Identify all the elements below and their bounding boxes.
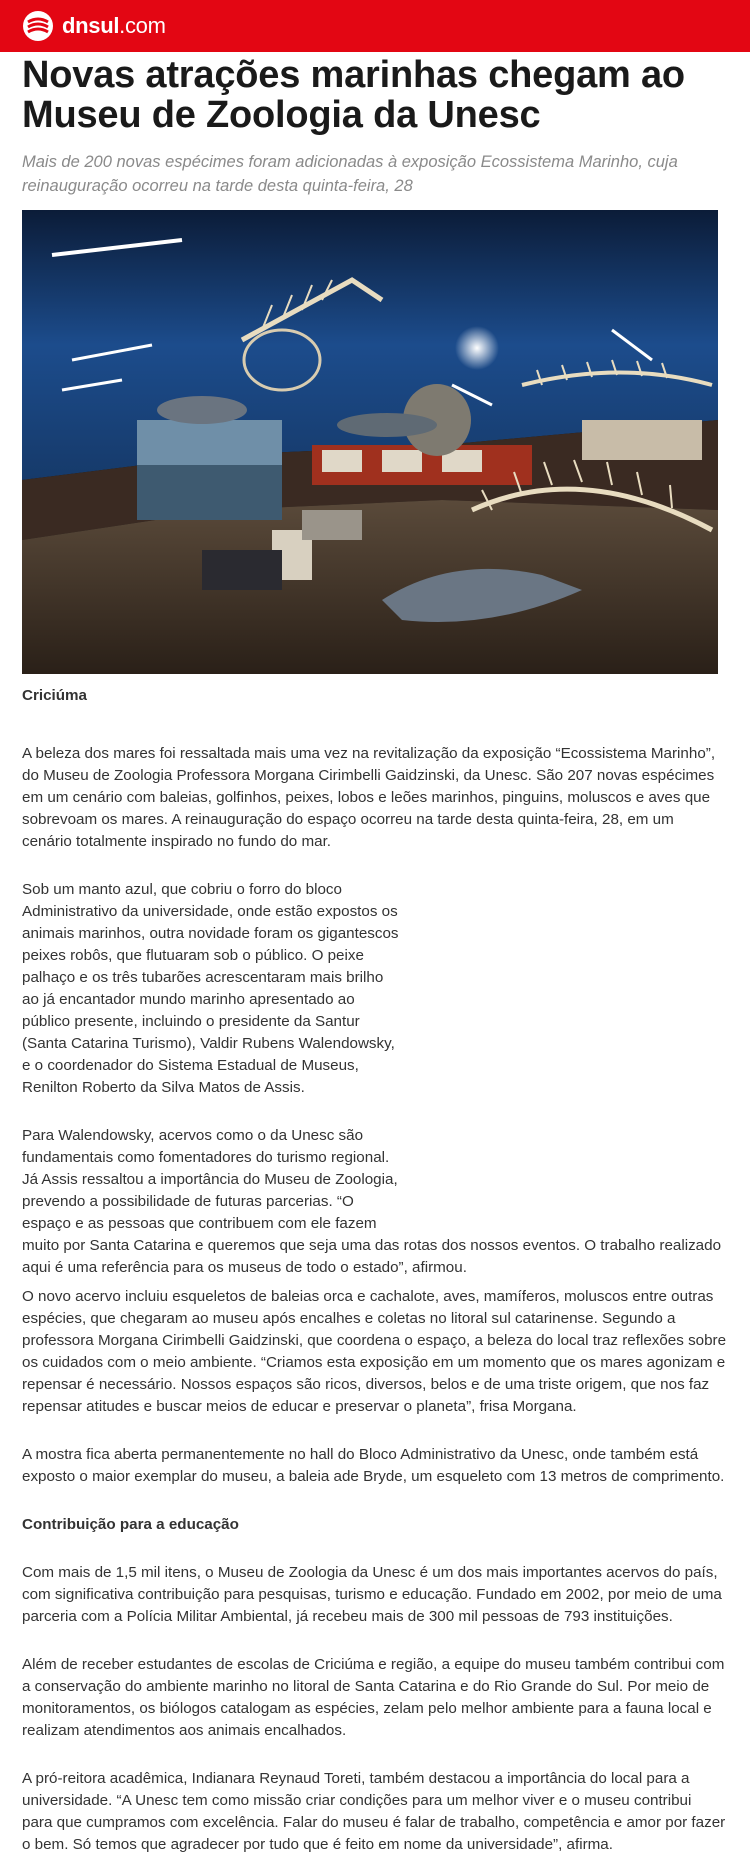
paragraph-line: Para Walendowsky, acervos como o da Unesc são [22, 1127, 364, 1144]
paragraph-line: e o coordenador do Sistema Estadual de Museus, [22, 1057, 359, 1074]
paragraph-line: espécies, que chegaram ao museu após encalhes e coletas no litoral sul catarinense. Segundo a [22, 1310, 676, 1327]
paragraph-line: Renilton Roberto da Silva Matos de Assis. [22, 1079, 305, 1096]
paragraph-line: (Santa Catarina Turismo), Valdir Rubens Walendowsky, [22, 1035, 395, 1052]
paragraph-line: prevendo a possibilidade de futuras parcerias. “O [22, 1193, 354, 1210]
article-place: Criciúma [22, 687, 87, 704]
article-paragraph-7 [22, 1654, 728, 1742]
paragraph-line: ao já encantador mundo marinho apresentado ao [22, 991, 355, 1008]
paragraph-line: aqui é uma referência para os museus de todo o estado”, afirmou. [22, 1259, 467, 1276]
paragraph-line: repensar é necessário. Nossos espaços são ricos, diversos, belos e de uma triste origem, que nos faz [22, 1376, 710, 1393]
paragraph-line: exposto o maior exemplar do museu, a baleia ade Bryde, um esqueleto com 13 metros de comprimento. [22, 1468, 725, 1485]
article-title-line: Museu de Zoologia da Unesc [22, 94, 541, 136]
paragraph-line: A pró-reitora acadêmica, Indianara Reynaud Toreti, também destacou a importância do local para a [22, 1770, 690, 1787]
article-subtitle-line: Mais de 200 novas espécimes foram adicionadas à exposição Ecossistema Marinho, cuja [22, 153, 678, 171]
article-paragraph-4 [22, 1286, 728, 1418]
paragraph-line: Além de receber estudantes de escolas de Criciúma e região, a equipe do museu também contribui com [22, 1656, 725, 1673]
article-paragraph-5 [22, 1444, 728, 1488]
paragraph-line: cenário totalmente inspirado no fundo do mar. [22, 833, 332, 850]
article-paragraph-3 [22, 1125, 728, 1279]
paragraph-line: muito por Santa Catarina e queremos que seja uma das rotas dos nossos eventos. O trabalho realizado [22, 1237, 722, 1254]
paragraph-line: público presente, incluindo o presidente da Santur [22, 1013, 360, 1030]
paragraph-line: peixes robôs, que flutuaram sob o público. O peixe [22, 947, 364, 964]
dnsul-logo-icon [22, 10, 54, 42]
paragraph-line: a conservação do ambiente marinho no litoral de Santa Catarina e do Rio Grande do Sul. Por meio de [22, 1678, 710, 1695]
paragraph-line: professora Morgana Cirimbelli Gaidzinski, que coordena o espaço, a beleza do local traz reflexões sobre [22, 1332, 727, 1349]
paragraph-line: animais marinhos, outra novidade foram os gigantescos [22, 925, 399, 942]
logo-name: dnsul [62, 13, 120, 38]
paragraph-line: monitoramentos, os biólogos catalogam as espécies, zelam pelo melhor ambiente para a fauna local e [22, 1700, 712, 1717]
site-logo-text [62, 13, 166, 39]
paragraph-line: com significativa contribuição para pesquisas, turismo e educação. Fundado em 2002, por meio de uma [22, 1586, 722, 1603]
paragraph-line: em um cenário com baleias, golfinhos, peixes, lobos e leões marinhos, pinguins, moluscos e aves que [22, 789, 711, 806]
paragraph-line: fundamentais como fomentadores do turismo regional. [22, 1149, 390, 1166]
paragraph-line: do Museu de Zoologia Professora Morgana Cirimbelli Gaidzinski, da Unesc. São 207 novas espécimes [22, 767, 715, 784]
paragraph-line: repensar atitudes e buscar meios de educar e preservar o planeta”, frisa Morgana. [22, 1398, 577, 1415]
paragraph-line: o bem. Só temos que agradecer por tudo que é feito em nome da universidade”, afirma. [22, 1836, 613, 1853]
article-subtitle [22, 150, 728, 198]
section-heading-education: Contribuição para a educação [22, 1516, 239, 1533]
article-paragraph-6 [22, 1562, 728, 1628]
paragraph-line: A beleza dos mares foi ressaltada mais uma vez na revitalização da exposição “Ecossistema Marinho”, [22, 745, 716, 762]
paragraph-line: Sob um manto azul, que cobriu o forro do bloco [22, 881, 342, 898]
article-paragraph-2 [22, 879, 728, 1099]
paragraph-line: palhaço e os três tubarões acrescentaram mais brilho [22, 969, 384, 986]
museum-hero-photo[interactable] [22, 210, 718, 674]
paragraph-line: para que cumpramos com excelência. Falar do museu é falar de trabalho, competência e amor por fazer [22, 1814, 726, 1831]
paragraph-line: parceria com a Polícia Militar Ambiental, já recebeu mais de 300 mil pessoas de 793 instituições. [22, 1608, 673, 1625]
paragraph-line: A mostra fica aberta permanentemente no hall do Bloco Administrativo da Unesc, onde também está [22, 1446, 699, 1463]
article-paragraph-8 [22, 1768, 728, 1856]
paragraph-line: Já Assis ressaltou a importância do Museu de Zoologia, [22, 1171, 398, 1188]
article-paragraph-1 [22, 743, 728, 853]
logo-domain: .com [119, 13, 166, 38]
paragraph-line: realizam atendimentos aos animais encalhados. [22, 1722, 347, 1739]
paragraph-line: universidade. “A Unesc tem como missão criar condições para um melhor viver e o museu contribui [22, 1792, 692, 1809]
site-logo-link[interactable] [22, 10, 166, 42]
paragraph-line: os cuidados com o meio ambiente. “Criamos esta exposição em um momento que os mares agonizam e [22, 1354, 726, 1371]
paragraph-line: O novo acervo incluiu esqueletos de baleias orca e cachalote, aves, mamíferos, moluscos entre outras [22, 1288, 714, 1305]
article [0, 55, 750, 1856]
paragraph-line: sobrevoam os mares. A reinauguração do espaço ocorreu na tarde desta quinta-feira, 28, em um [22, 811, 674, 828]
article-subtitle-line: reinauguração ocorreu na tarde desta quinta-feira, 28 [22, 177, 413, 195]
paragraph-line: Administrativo da universidade, onde estão expostos os [22, 903, 398, 920]
article-title [22, 55, 728, 135]
paragraph-line: Com mais de 1,5 mil itens, o Museu de Zoologia da Unesc é um dos mais importantes acervos do país, [22, 1564, 718, 1581]
article-title-line: Novas atrações marinhas chegam ao [22, 54, 685, 96]
site-header [0, 0, 750, 52]
paragraph-line: espaço e as pessoas que contribuem com ele fazem [22, 1215, 377, 1232]
